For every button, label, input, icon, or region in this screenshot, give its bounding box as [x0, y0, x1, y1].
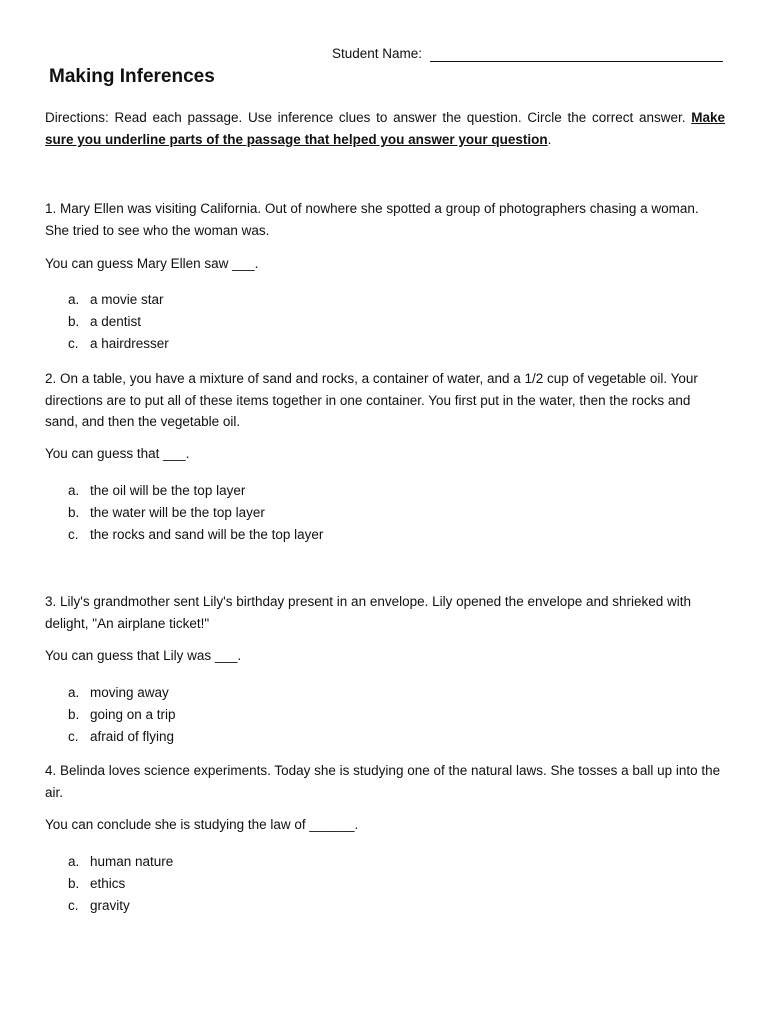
option-text: the oil will be the top layer	[90, 483, 246, 498]
question-2-option-c[interactable]	[68, 524, 323, 546]
question-3-prompt: You can guess that Lily was ___.	[45, 648, 242, 663]
directions-end: .	[547, 132, 552, 147]
question-2-option-b[interactable]	[68, 502, 323, 524]
option-letter: c.	[68, 526, 79, 542]
option-text: human nature	[90, 854, 174, 869]
option-letter: c.	[68, 335, 79, 351]
option-text: afraid of flying	[90, 728, 175, 744]
question-1-option-c[interactable]	[68, 333, 169, 355]
option-text: a hairdresser	[90, 335, 169, 351]
question-2-prompt: You can guess that ___.	[45, 446, 190, 461]
question-3-option-c[interactable]	[68, 726, 176, 748]
question-4-option-c[interactable]	[68, 895, 173, 917]
student-name-blank	[430, 61, 723, 62]
option-text: gravity	[90, 897, 130, 913]
question-2-option-a[interactable]	[68, 480, 323, 502]
option-letter: a.	[68, 292, 80, 307]
question-1-prompt: You can guess Mary Ellen saw ___.	[45, 256, 259, 271]
option-text: a dentist	[90, 313, 142, 329]
option-letter: a.	[68, 483, 80, 498]
option-letter: b.	[68, 504, 80, 520]
option-text: ethics	[90, 875, 126, 891]
question-1-options	[68, 289, 169, 354]
option-letter: c.	[68, 728, 79, 744]
question-4-prompt: You can conclude she is studying the law of ______.	[45, 817, 359, 832]
question-1-option-a[interactable]	[68, 289, 169, 311]
option-letter: b.	[68, 875, 80, 891]
student-name-label: Student Name:	[332, 46, 423, 61]
option-text: going on a trip	[90, 706, 176, 722]
question-3-option-a[interactable]	[68, 682, 176, 704]
question-4-passage: 4. Belinda loves science experiments. Today she is studying one of the natural laws. She tosses a ball up into the air.	[45, 763, 721, 800]
option-text: the rocks and sand will be the top layer	[90, 526, 324, 542]
question-3-options	[68, 682, 176, 747]
question-1-passage: 1. Mary Ellen was visiting California. Out of nowhere she spotted a group of photographers chasing a woman. She tried to see who the woman was.	[45, 201, 699, 238]
option-text: the water will be the top layer	[90, 504, 265, 520]
option-text: moving away	[90, 685, 169, 700]
page-title: Making Inferences	[49, 66, 215, 87]
directions	[45, 107, 725, 151]
option-letter: b.	[68, 706, 80, 722]
option-letter: a.	[68, 854, 80, 869]
question-4-option-a[interactable]	[68, 851, 173, 873]
directions-emphasis: Make sure you underline parts of the passage that helped you answer your question	[45, 110, 725, 147]
question-4-option-b[interactable]	[68, 873, 173, 895]
question-3-passage: 3. Lily's grandmother sent Lily's birthday present in an envelope. Lily opened the envelope and shrieked with delight, "An airplane ticket!"	[45, 594, 692, 631]
option-letter: c.	[68, 897, 79, 913]
question-4-options	[68, 851, 173, 916]
option-letter: a.	[68, 685, 80, 700]
question-2-options	[68, 480, 323, 545]
directions-text: Directions: Read each passage. Use inference clues to answer the question. Circle the correct answer.	[45, 110, 692, 125]
option-letter: b.	[68, 313, 80, 329]
question-2-passage: 2. On a table, you have a mixture of sand and rocks, a container of water, and a 1/2 cup of vegetable oil. Your directions are to put all of these items together in one container. You first put in the water, then the rocks and sand, and then the vegetable oil.	[45, 371, 698, 429]
option-text: a movie star	[90, 292, 164, 307]
question-3-option-b[interactable]	[68, 704, 176, 726]
question-1-option-b[interactable]	[68, 311, 169, 333]
